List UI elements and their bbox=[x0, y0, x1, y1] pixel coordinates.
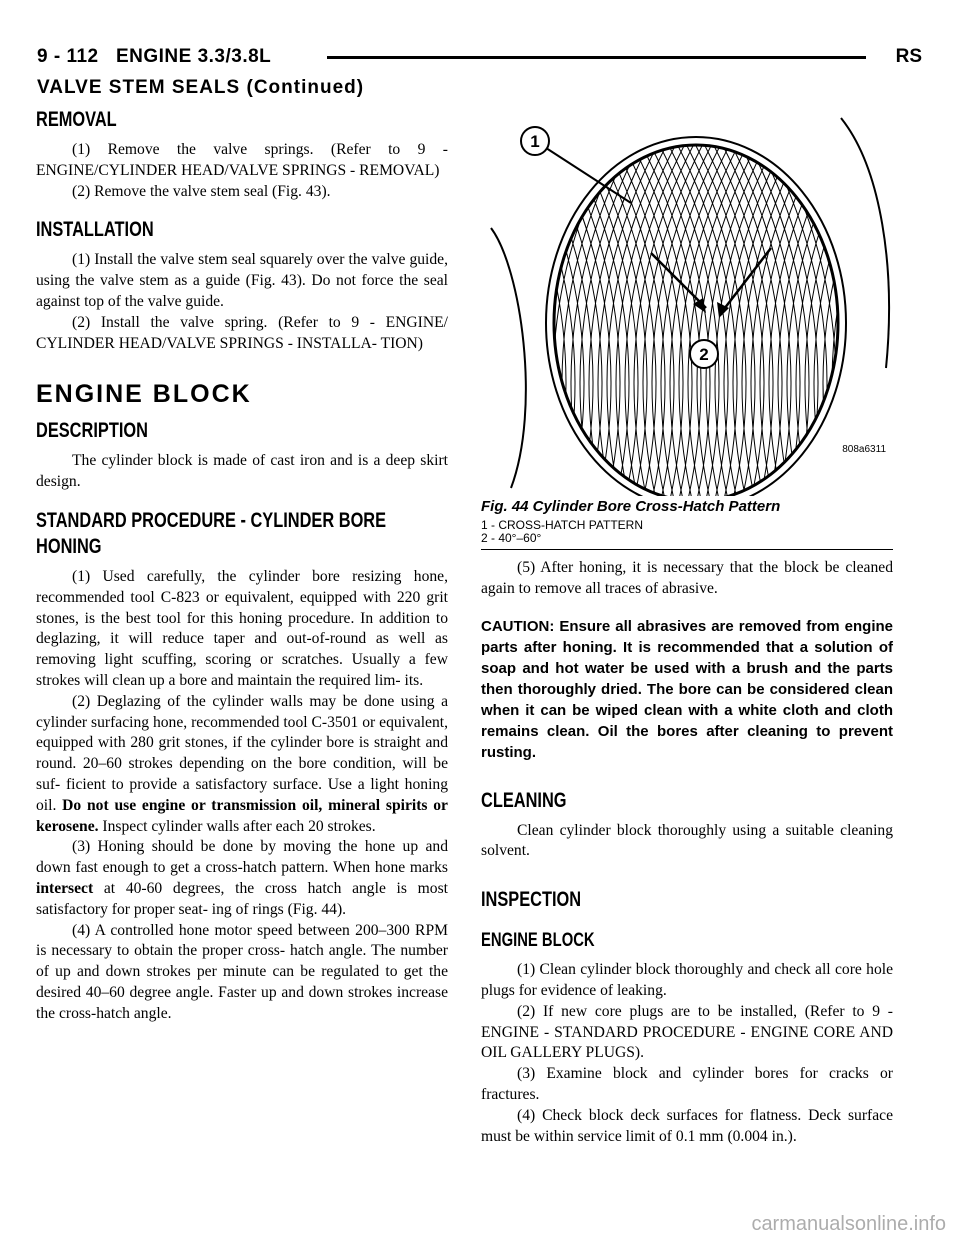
hatch-line bbox=[481, 108, 498, 496]
hatch-line bbox=[481, 108, 494, 496]
figure-legend bbox=[481, 519, 893, 545]
hatch-line bbox=[891, 108, 893, 496]
hatch-line bbox=[846, 108, 893, 496]
cleaning-text: Clean cylinder block thoroughly using a suitable cleaning solvent. bbox=[481, 821, 893, 860]
hatch-line bbox=[481, 108, 552, 496]
hatch-line bbox=[481, 108, 485, 496]
figure-caption: Fig. 44 Cylinder Bore Cross-Hatch Pattern bbox=[481, 498, 781, 515]
hatch-line bbox=[877, 108, 893, 496]
installation-heading: INSTALLATION bbox=[36, 218, 154, 242]
inspection-heading: INSPECTION bbox=[481, 888, 582, 912]
figure-code: 808a6311 bbox=[842, 444, 886, 455]
hatch-line bbox=[481, 108, 512, 496]
hatch-line bbox=[481, 108, 516, 496]
page-header bbox=[37, 44, 922, 70]
hatch-line bbox=[481, 108, 557, 496]
callout-1-label: 1 bbox=[530, 132, 540, 151]
left-column bbox=[36, 108, 448, 1025]
installation-step-2: (2) Install the valve spring. (Refer to 9 - ENGINE/ CYLINDER HEAD/VALVE SPRINGS - INSTALLA- TION) bbox=[36, 313, 448, 352]
right-column bbox=[481, 108, 893, 1147]
legend-item-1: 1 - CROSS-HATCH PATTERN bbox=[481, 518, 644, 532]
hatch-line bbox=[481, 108, 561, 496]
hatch-line bbox=[481, 108, 489, 496]
hatch-line bbox=[832, 108, 893, 496]
honing-step-2: (2) Deglazing of the cylinder walls may be done using a cylinder surfacing hone, recommended tool C-3501 or equivalent, equipped with 280 grit stones, if the cylinder bore is straight and round. 20–60 strokes depending on the bore condition, will be suf- ficient to provide a satisfactory surface. Use a light honing oil. Do not use engine or transmission oil, mineral spirits or kerosene. Inspect cylinder walls after each 20 strokes. bbox=[36, 692, 448, 835]
cleaning-heading: CLEANING bbox=[481, 788, 567, 812]
honing-step-5: (5) After honing, it is necessary that the block be cleaned again to remove all traces of abrasive. bbox=[481, 559, 893, 597]
cylinder-bore-illustration bbox=[481, 108, 893, 496]
hatch-line bbox=[481, 108, 539, 496]
hatch-line bbox=[481, 108, 503, 496]
header-rule bbox=[327, 56, 866, 59]
inspection-step-3: (3) Examine block and cylinder bores for cracks or fractures. bbox=[481, 1065, 893, 1103]
inspection-step-4: (4) Check block deck surfaces for flatness. Deck surface must be within service limit of 0.1 mm (0.004 in.). bbox=[481, 1106, 893, 1145]
description-text: The cylinder block is made of cast iron and is a deep skirt design. bbox=[36, 452, 448, 491]
removal-heading: REMOVAL bbox=[36, 108, 117, 131]
hatch-line bbox=[481, 108, 507, 496]
honing-step-1: (1) Used carefully, the cylinder bore resizing hone, recommended tool C-823 or equivalent, equipped with 220 grit stones, is the best tool for this honing procedure. In addition to deglazing, it will reduce taper and out-of-round as well as removing light scuffing, scoring or scratches. Usually a few strokes will clean up a bore and maintain the required lim- its. bbox=[36, 567, 448, 689]
inspection-subheading: ENGINE BLOCK bbox=[481, 930, 595, 952]
inspection-step-2: (2) If new core plugs are to be installed, (Refer to 9 - ENGINE - STANDARD PROCEDURE - ENGINE CORE AND OIL GALLERY PLUGS). bbox=[481, 1002, 893, 1062]
hatch-line bbox=[481, 108, 543, 496]
figure-rule bbox=[481, 549, 893, 550]
removal-step-1: (1) Remove the valve springs. (Refer to 9 - ENGINE/CYLINDER HEAD/VALVE SPRINGS - REMOVAL) bbox=[36, 141, 448, 179]
removal-step-2: (2) Remove the valve stem seal (Fig. 43). bbox=[72, 182, 331, 200]
engine-block-title: ENGINE BLOCK bbox=[36, 380, 252, 409]
hatch-line bbox=[850, 108, 893, 496]
honing-heading-line2: HONING bbox=[36, 534, 102, 558]
honing-step-3: (3) Honing should be done by moving the hone up and down fast enough to get a cross-hatch pattern. When hone marks intersect at 40-60 degrees, the cross hatch angle is most satisfactory for proper seat- ing of rings (Fig. 44). bbox=[36, 838, 448, 918]
honing-step-4: (4) A controlled hone motor speed between 200–300 RPM is necessary to obtain the proper cross- hatch angle. The number of up and down strokes per minute can be regulated to get the desired 40–60 degree angle. Faster up and down strokes increase the cross-hatch angle. bbox=[36, 921, 448, 1022]
inspection-step-1: (1) Clean cylinder block thoroughly and check all core hole plugs for evidence of leaking. bbox=[481, 961, 893, 999]
continued-heading: VALVE STEM SEALS (Continued) bbox=[37, 77, 365, 98]
installation-step-1: (1) Install the valve stem seal squarely over the valve guide, using the valve stem as a guide (Fig. 43). Do not force the seal against top of the valve guide. bbox=[36, 251, 448, 310]
model-code: RS bbox=[895, 46, 922, 67]
honing-heading: STANDARD PROCEDURE - CYLINDER BORE bbox=[36, 508, 387, 532]
description-heading: DESCRIPTION bbox=[36, 419, 148, 443]
page-number-and-title: 9 - 112 ENGINE 3.3/3.8L bbox=[37, 46, 272, 67]
legend-item-2: 2 - 40°–60° bbox=[481, 531, 542, 545]
cross-hatch-figure bbox=[481, 108, 893, 496]
callout-2-label: 2 bbox=[699, 345, 709, 364]
hatch-line bbox=[481, 108, 548, 496]
hatch-line bbox=[481, 108, 534, 496]
watermark: carmanualsonline.info bbox=[751, 1213, 946, 1235]
hatch-line bbox=[481, 108, 521, 496]
caution-note: CAUTION: Ensure all abrasives are removed from engine parts after honing. It is recommended that a solution of soap and hot water be used with a brush and the parts then thoroughly dried. The bore can be considered clean when it can be wiped clean with a white cloth and cloth remains clean. Oil the bores after cleaning to prevent rusting. bbox=[481, 617, 893, 761]
